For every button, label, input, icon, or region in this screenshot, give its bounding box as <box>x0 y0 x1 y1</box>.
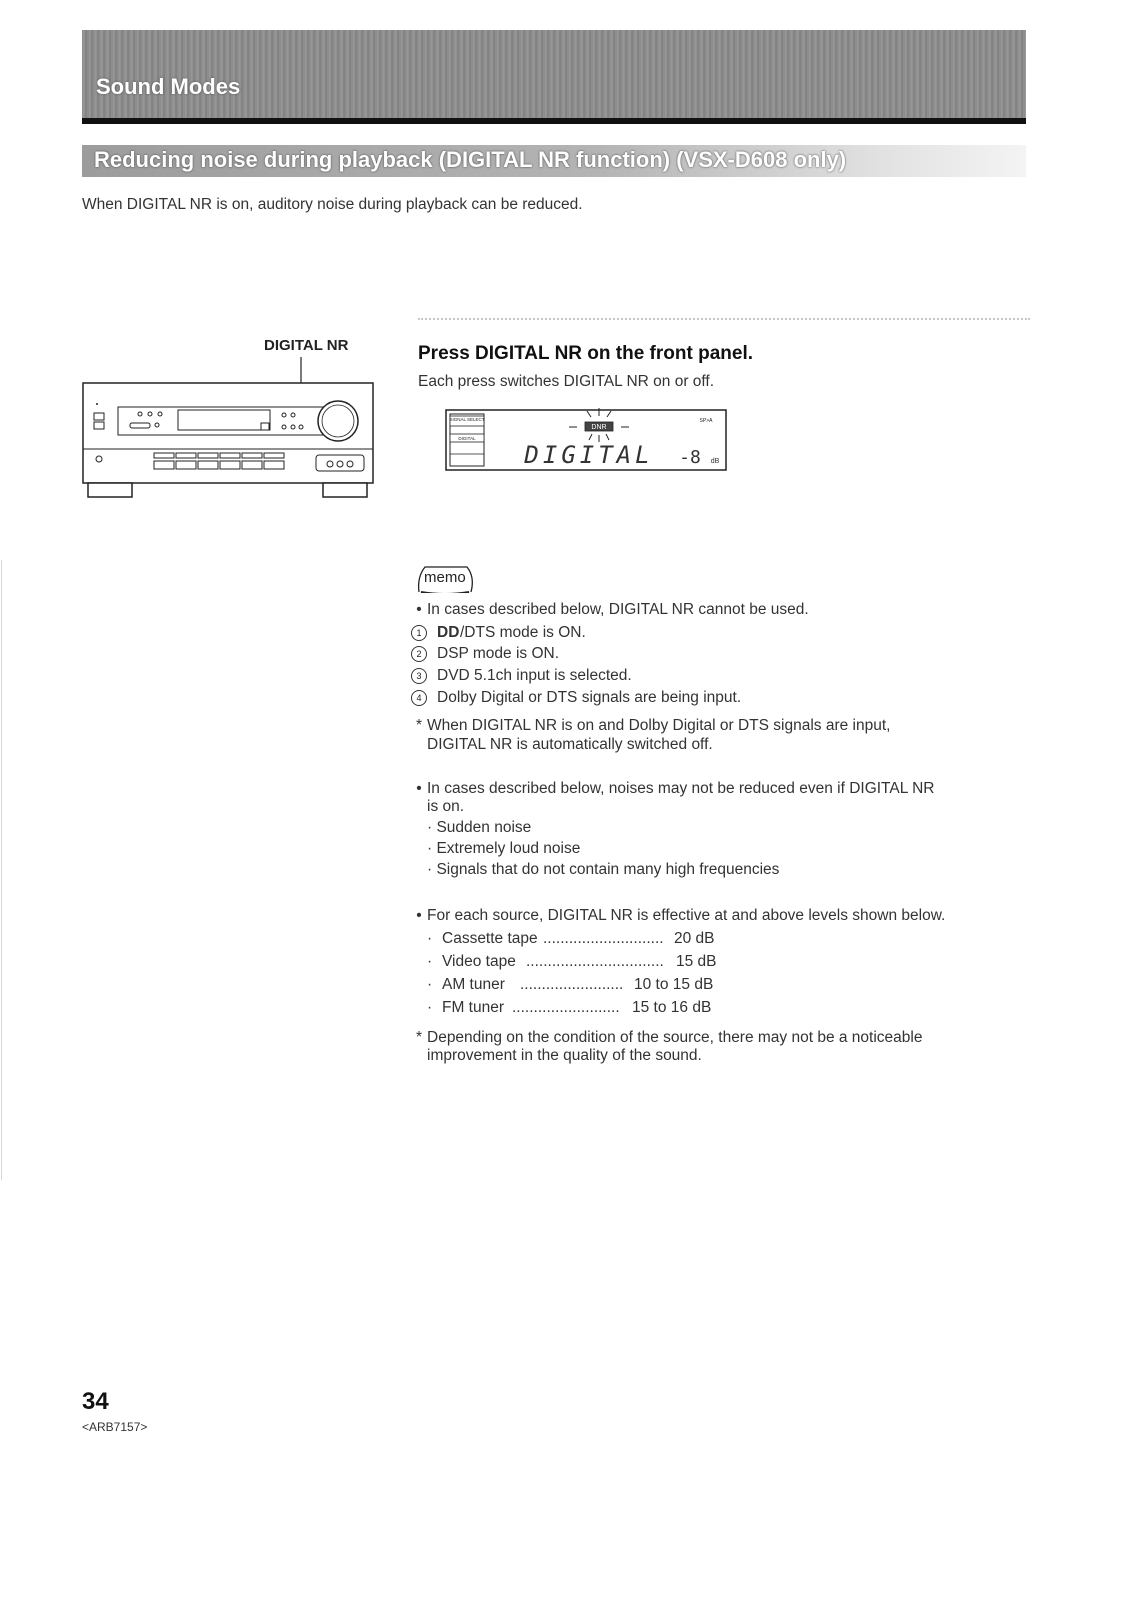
level-dots-fm: ......................... <box>512 999 620 1016</box>
block2-intro-line1: In cases described below, noises may not be reduced even if DIGITAL NR <box>427 780 935 797</box>
step-heading: Press DIGITAL NR on the front panel. <box>418 343 753 364</box>
digital-nr-callout-label: DIGITAL NR <box>264 337 349 354</box>
intro-text: When DIGITAL NR is on, auditory noise during playback can be reduced. <box>82 196 583 213</box>
receiver-front-panel-illustration <box>80 355 380 515</box>
bullet-1: • <box>416 601 422 618</box>
level-value-video: 15 dB <box>676 953 717 970</box>
scan-margin-line <box>1 560 2 1180</box>
block2-item-2: · Extremely loud noise <box>427 840 581 857</box>
level-value-cassette: 20 dB <box>674 930 715 947</box>
block1-note-line1: When DIGITAL NR is on and Dolby Digital or DTS signals are input, <box>427 717 891 734</box>
step-description: Each press switches DIGITAL NR on or off. <box>418 373 715 390</box>
document-code: <ARB7157> <box>82 1420 148 1434</box>
block2-intro-line2: is on. <box>427 798 465 815</box>
level-value-fm: 15 to 16 dB <box>632 999 712 1016</box>
block3-intro: For each source, DIGITAL NR is effective at and above levels shown below. <box>427 907 946 924</box>
num-circle-1: 1 <box>411 625 427 641</box>
level-bullet: · <box>427 976 433 993</box>
level-source-cassette: Cassette tape <box>442 930 538 947</box>
block1-item-1: /DTS mode is ON. <box>460 624 586 641</box>
level-source-video: Video tape <box>442 953 516 970</box>
speaker-indicator: SP>A <box>699 418 713 424</box>
header-rule <box>82 118 1026 124</box>
bullet-3: • <box>416 907 422 924</box>
block3-note-line2: improvement in the quality of the sound. <box>427 1047 702 1064</box>
page-title: Sound Modes <box>96 74 241 99</box>
block2-item-3: · Signals that do not contain many high frequencies <box>427 861 780 878</box>
num-circle-4: 4 <box>411 690 427 706</box>
front-panel-display-illustration <box>444 400 734 475</box>
block1-note-line2: DIGITAL NR is automatically switched off. <box>427 736 713 753</box>
digital-label: DIGITAL <box>458 436 476 441</box>
block1-item-4: Dolby Digital or DTS signals are being input. <box>437 689 742 706</box>
level-bullet: · <box>427 930 433 947</box>
block2-item-1: · Sudden noise <box>427 819 532 836</box>
level-dots-am: ........................ <box>520 976 624 993</box>
level-bullet: · <box>427 999 433 1016</box>
num-circle-2: 2 <box>411 646 427 662</box>
page-number: 34 <box>82 1388 109 1415</box>
bullet-2: • <box>416 780 422 797</box>
block1-intro: In cases described below, DIGITAL NR cannot be used. <box>427 601 809 618</box>
level-dots-video: ................................ <box>526 953 664 970</box>
signal-select-label: SIGNAL SELECT <box>449 417 485 422</box>
dotted-divider <box>418 318 1030 320</box>
section-title: Reducing noise during playback (DIGITAL NR function) (VSX-D608 only) <box>94 147 847 172</box>
memo-label: memo <box>424 569 466 586</box>
dolby-logo: DD <box>437 624 460 641</box>
level-dots-cassette: ............................ <box>543 930 664 947</box>
note-mark-2: * <box>415 1029 423 1046</box>
block1-item-3: DVD 5.1ch input is selected. <box>437 667 632 684</box>
level-bullet: · <box>427 953 433 970</box>
block1-item-2: DSP mode is ON. <box>437 645 560 662</box>
block3-note-line1: Depending on the condition of the source, there may not be a noticeable <box>427 1029 923 1046</box>
num-circle-3: 3 <box>411 668 427 684</box>
level-value-am: 10 to 15 dB <box>634 976 714 993</box>
note-mark-1: * <box>415 717 423 734</box>
display-level: -8 <box>679 447 701 468</box>
display-unit: dB <box>710 458 720 465</box>
dnr-indicator: DNR <box>591 424 607 431</box>
level-source-fm: FM tuner <box>442 999 505 1016</box>
display-readout: DIGITAL <box>524 441 654 469</box>
level-source-am: AM tuner <box>442 976 505 993</box>
